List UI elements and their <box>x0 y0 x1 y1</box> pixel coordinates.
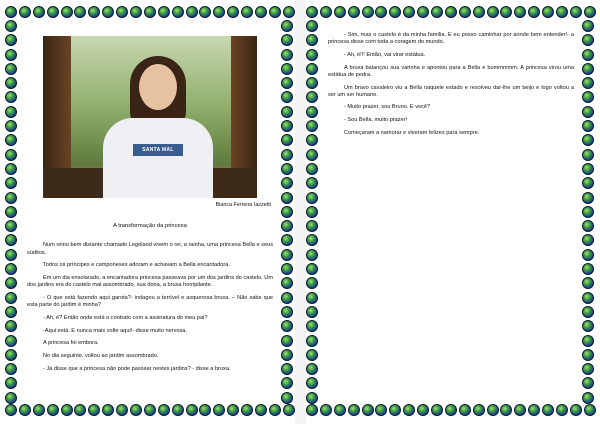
story-paragraph: - Muito prazer, sou Bruno. E você? <box>344 104 431 111</box>
globe-icon <box>582 234 594 246</box>
globe-icon <box>33 404 45 416</box>
globe-icon <box>281 320 293 332</box>
globe-icon <box>281 292 293 304</box>
globe-icon <box>582 335 594 347</box>
globe-icon <box>5 106 17 118</box>
globe-icon <box>227 404 239 416</box>
globe-icon <box>306 392 318 404</box>
globe-icon <box>389 6 401 18</box>
globe-icon <box>487 404 499 416</box>
globe-icon <box>281 63 293 75</box>
globe-icon <box>306 306 318 318</box>
globe-icon <box>431 404 443 416</box>
globe-icon <box>130 404 142 416</box>
globe-border-bottom <box>5 404 295 418</box>
globe-icon <box>47 6 59 18</box>
globe-icon <box>61 404 73 416</box>
globe-icon <box>582 320 594 332</box>
globe-icon <box>306 177 318 189</box>
globe-icon <box>281 34 293 46</box>
globe-icon <box>306 263 318 275</box>
globe-icon <box>213 404 225 416</box>
globe-icon <box>584 404 596 416</box>
globe-icon <box>582 220 594 232</box>
globe-icon <box>582 377 594 389</box>
globe-icon <box>582 177 594 189</box>
globe-icon <box>459 6 471 18</box>
globe-icon <box>306 20 318 32</box>
globe-icon <box>61 6 73 18</box>
globe-icon <box>130 6 142 18</box>
globe-icon <box>306 220 318 232</box>
globe-icon <box>158 6 170 18</box>
globe-icon <box>570 6 582 18</box>
globe-icon <box>389 404 401 416</box>
globe-icon <box>5 249 17 261</box>
globe-icon <box>281 206 293 218</box>
globe-icon <box>5 320 17 332</box>
globe-icon <box>5 292 17 304</box>
globe-icon <box>199 404 211 416</box>
globe-icon <box>306 349 318 361</box>
globe-icon <box>281 91 293 103</box>
globe-border-right <box>281 20 295 404</box>
globe-icon <box>158 404 170 416</box>
globe-icon <box>5 177 17 189</box>
globe-icon <box>186 404 198 416</box>
story-title: A transformação da princesa <box>113 223 187 230</box>
globe-icon <box>281 349 293 361</box>
page-gutter <box>295 0 306 424</box>
globe-icon <box>74 6 86 18</box>
globe-icon <box>403 6 415 18</box>
globe-icon <box>241 404 253 416</box>
globe-icon <box>582 249 594 261</box>
globe-icon <box>19 404 31 416</box>
globe-icon <box>582 392 594 404</box>
globe-icon <box>306 206 318 218</box>
globe-icon <box>306 149 318 161</box>
globe-icon <box>281 392 293 404</box>
globe-icon <box>417 6 429 18</box>
globe-icon <box>5 349 17 361</box>
globe-icon <box>542 404 554 416</box>
globe-icon <box>144 6 156 18</box>
globe-icon <box>362 6 374 18</box>
globe-icon <box>306 249 318 261</box>
story-paragraph: - Sim, mas o castelo é da minha família. E eu posso caminhar por aonde bem entender!- a princesa disse com toda a coragem do mundo. <box>328 32 574 46</box>
globe-icon <box>582 77 594 89</box>
globe-border-right <box>582 20 596 404</box>
globe-icon <box>514 6 526 18</box>
globe-icon <box>375 6 387 18</box>
story-paragraph: - O que está fazendo aqui garota?- indagou a terrível e asquerosa bruxa. – Não sabe que esta parte do jardim é minha? <box>27 294 273 309</box>
globe-icon <box>281 149 293 161</box>
globe-icon <box>281 77 293 89</box>
globe-border-bottom <box>306 404 596 418</box>
globe-icon <box>582 49 594 61</box>
globe-icon <box>281 377 293 389</box>
globe-icon <box>582 134 594 146</box>
globe-icon <box>362 404 374 416</box>
globe-icon <box>5 206 17 218</box>
globe-icon <box>582 306 594 318</box>
globe-icon <box>582 192 594 204</box>
globe-icon <box>375 404 387 416</box>
globe-icon <box>255 404 267 416</box>
globe-icon <box>281 163 293 175</box>
globe-icon <box>5 220 17 232</box>
globe-icon <box>19 6 31 18</box>
globe-icon <box>5 20 17 32</box>
globe-icon <box>5 263 17 275</box>
globe-icon <box>281 306 293 318</box>
globe-icon <box>281 106 293 118</box>
globe-icon <box>306 277 318 289</box>
globe-icon <box>306 163 318 175</box>
globe-icon <box>5 404 17 416</box>
globe-icon <box>306 120 318 132</box>
globe-icon <box>487 6 499 18</box>
globe-icon <box>281 335 293 347</box>
globe-icon <box>102 6 114 18</box>
globe-icon <box>5 192 17 204</box>
globe-icon <box>186 6 198 18</box>
globe-icon <box>403 404 415 416</box>
globe-icon <box>5 63 17 75</box>
globe-icon <box>281 120 293 132</box>
story-paragraph: Um bravo cavaleiro viu a Bella naquele estado e resolveu dar-lhe um beijo e logo voltou a ser um ser humano. <box>328 84 574 98</box>
globe-icon <box>5 77 17 89</box>
globe-border-top <box>5 6 295 20</box>
globe-icon <box>582 106 594 118</box>
globe-icon <box>445 6 457 18</box>
globe-icon <box>582 363 594 375</box>
globe-icon <box>582 63 594 75</box>
story-paragraph: Em um dia ensolarado, a encantadora princesa passeava por um dos jardins do castelo. Um dos jardins era do castelo mal assombrado, sua dona, a bruxa horripilante. <box>27 275 273 289</box>
globe-icon <box>5 335 17 347</box>
globe-icon <box>281 49 293 61</box>
globe-icon <box>281 363 293 375</box>
globe-icon <box>500 404 512 416</box>
globe-icon <box>47 404 59 416</box>
globe-icon <box>5 363 17 375</box>
globe-icon <box>116 404 128 416</box>
globe-icon <box>283 404 295 416</box>
story-paragraph: - Ah, é!!! Então, vai virar estátua. <box>344 51 426 58</box>
globe-icon <box>281 263 293 275</box>
globe-icon <box>348 404 360 416</box>
globe-icon <box>5 134 17 146</box>
globe-icon <box>306 363 318 375</box>
left-page-content <box>27 28 273 396</box>
globe-icon <box>5 306 17 318</box>
globe-icon <box>473 404 485 416</box>
globe-icon <box>445 404 457 416</box>
right-page <box>306 6 596 418</box>
globe-icon <box>306 63 318 75</box>
globe-icon <box>281 177 293 189</box>
globe-icon <box>281 192 293 204</box>
globe-icon <box>431 6 443 18</box>
globe-icon <box>582 91 594 103</box>
story-paragraph: A princesa foi embora. <box>43 340 99 347</box>
globe-icon <box>582 149 594 161</box>
right-page-content <box>328 32 574 396</box>
globe-icon <box>306 320 318 332</box>
globe-icon <box>582 20 594 32</box>
globe-icon <box>5 34 17 46</box>
story-paragraph: - Já disse que a princesa não pode passear nestes jardins? - disse a bruxa. <box>43 365 231 372</box>
globe-icon <box>473 6 485 18</box>
globe-icon <box>306 34 318 46</box>
globe-icon <box>306 134 318 146</box>
globe-icon <box>144 404 156 416</box>
story-paragraph: Começaram a namorar e viveram felizes para sempre. <box>344 129 480 136</box>
globe-icon <box>5 163 17 175</box>
globe-icon <box>320 404 332 416</box>
globe-icon <box>5 149 17 161</box>
globe-icon <box>582 349 594 361</box>
globe-icon <box>241 6 253 18</box>
globe-icon <box>417 404 429 416</box>
globe-icon <box>334 404 346 416</box>
globe-icon <box>172 404 184 416</box>
left-page <box>5 6 295 418</box>
globe-icon <box>5 234 17 246</box>
story-paragraph: A bruxa balançou sua varinha e apontou para a Bella e bummmmm. A princesa virou uma estátua de pedra. <box>328 64 574 78</box>
globe-icon <box>306 6 318 18</box>
globe-icon <box>281 134 293 146</box>
globe-icon <box>281 277 293 289</box>
globe-icon <box>582 292 594 304</box>
globe-icon <box>5 392 17 404</box>
globe-icon <box>556 6 568 18</box>
globe-icon <box>320 6 332 18</box>
globe-icon <box>528 6 540 18</box>
globe-icon <box>582 277 594 289</box>
globe-icon <box>306 192 318 204</box>
author-photo <box>43 36 257 198</box>
globe-icon <box>584 6 596 18</box>
globe-icon <box>570 404 582 416</box>
globe-icon <box>213 6 225 18</box>
globe-icon <box>334 6 346 18</box>
globe-icon <box>283 6 295 18</box>
photo-caption: Bianca Ferreira Iazzetti <box>215 202 271 208</box>
globe-border-top <box>306 6 596 20</box>
globe-icon <box>5 49 17 61</box>
globe-icon <box>74 404 86 416</box>
globe-icon <box>306 292 318 304</box>
globe-icon <box>306 234 318 246</box>
globe-icon <box>556 404 568 416</box>
globe-icon <box>88 6 100 18</box>
globe-icon <box>5 91 17 103</box>
globe-icon <box>348 6 360 18</box>
globe-icon <box>306 91 318 103</box>
globe-icon <box>5 377 17 389</box>
globe-icon <box>306 106 318 118</box>
globe-icon <box>269 404 281 416</box>
globe-icon <box>33 6 45 18</box>
globe-icon <box>116 6 128 18</box>
globe-icon <box>199 6 211 18</box>
globe-icon <box>269 6 281 18</box>
globe-icon <box>582 263 594 275</box>
globe-icon <box>306 77 318 89</box>
globe-border-left <box>306 20 320 404</box>
globe-icon <box>281 20 293 32</box>
globe-icon <box>528 404 540 416</box>
globe-icon <box>542 6 554 18</box>
globe-icon <box>582 34 594 46</box>
globe-icon <box>5 120 17 132</box>
globe-icon <box>5 277 17 289</box>
globe-icon <box>281 234 293 246</box>
globe-icon <box>281 220 293 232</box>
globe-icon <box>582 163 594 175</box>
story-paragraph: - Sou Bella, muito prazer! <box>344 117 408 124</box>
story-paragraph: -Aqui está. E nunca mais volte aqui!- disse muito nervosa. <box>43 327 187 334</box>
story-paragraph: - Ah, é? Então onde está o contrato com a assinatura do meu pai? <box>43 314 208 321</box>
globe-icon <box>306 49 318 61</box>
globe-icon <box>459 404 471 416</box>
globe-icon <box>306 335 318 347</box>
globe-icon <box>582 120 594 132</box>
story-paragraph: No dia seguinte, voltou ao jardim assombrado. <box>43 352 159 359</box>
globe-icon <box>514 404 526 416</box>
globe-icon <box>281 249 293 261</box>
globe-icon <box>88 404 100 416</box>
globe-icon <box>500 6 512 18</box>
story-paragraph: Todos os príncipes e camponeses adoram e achavam a Bella encantadora. <box>43 262 230 269</box>
globe-icon <box>172 6 184 18</box>
globe-icon <box>102 404 114 416</box>
globe-icon <box>227 6 239 18</box>
globe-icon <box>255 6 267 18</box>
globe-icon <box>5 6 17 18</box>
globe-icon <box>306 404 318 416</box>
story-paragraph: Num reino bem distante chamado Legoland vivem o rei, a rainha, uma princesa Bella e seus súditos. <box>27 242 273 256</box>
globe-border-left <box>5 20 19 404</box>
shirt-logo: SANTA MAL <box>133 144 183 156</box>
globe-icon <box>306 377 318 389</box>
globe-icon <box>582 206 594 218</box>
